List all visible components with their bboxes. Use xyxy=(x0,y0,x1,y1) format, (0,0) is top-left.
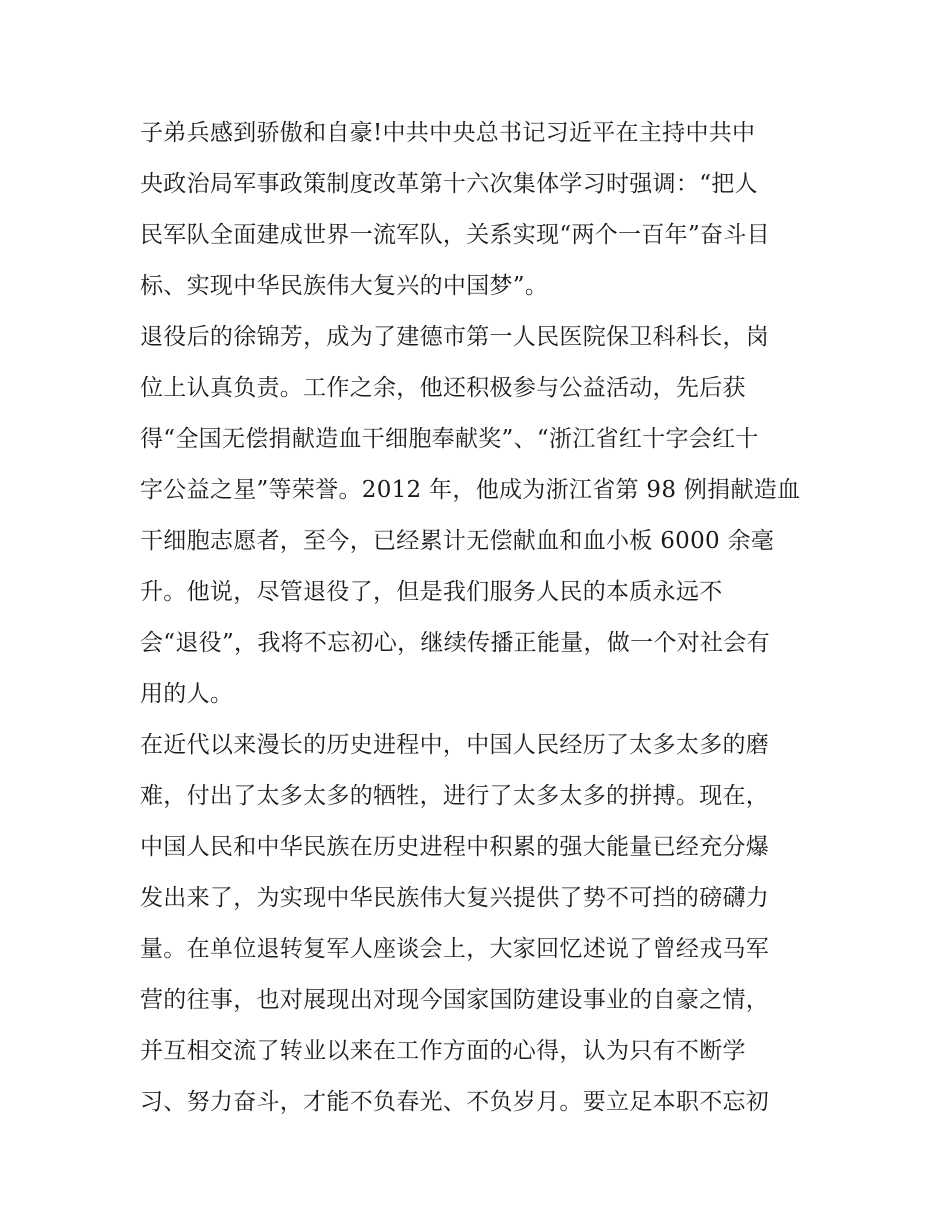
text-line: 难，付出了太多太多的牺牲，进行了太多太多的拼搏。现在， xyxy=(140,783,770,809)
text-line: 央政治局军事政策制度改革第十六次集体学习时强调：“把人 xyxy=(140,171,758,197)
text-line: 字公益之星”等荣誉。2012 年，他成为浙江省第 98 例捐献造血 xyxy=(140,477,801,503)
document-body xyxy=(140,108,820,1128)
text-line: 并互相交流了转业以来在工作方面的心得，认为只有不断学 xyxy=(140,1038,746,1064)
text-line: 子弟兵感到骄傲和自豪!中共中央总书记习近平在主持中共中 xyxy=(140,120,756,146)
text-line: 营的往事，也对展现出对现今国家国防建设事业的自豪之情， xyxy=(140,987,770,1013)
text-line: 民军队全面建成世界一流军队，关系实现“两个一百年”奋斗目 xyxy=(140,222,770,248)
text-line: 用的人。 xyxy=(140,681,234,707)
text-line: 退役后的徐锦芳，成为了建德市第一人民医院保卫科科长，岗 xyxy=(140,324,770,350)
text-line: 位上认真负责。工作之余，他还积极参与公益活动，先后获 xyxy=(140,375,746,401)
text-line: 量。在单位退转复军人座谈会上，大家回忆述说了曾经戎马军 xyxy=(140,936,770,962)
text-line: 得“全国无偿捐献造血干细胞奉献奖”、“浙江省红十字会红十 xyxy=(140,426,759,452)
text-line: 干细胞志愿者，至今，已经累计无偿献血和血小板 6000 余毫 xyxy=(140,528,775,554)
text-line: 习、努力奋斗，才能不负春光、不负岁月。要立足本职不忘初 xyxy=(140,1089,770,1115)
text-line: 升。他说，尽管退役了，但是我们服务人民的本质永远不 xyxy=(140,579,723,605)
text-line: 发出来了，为实现中华民族伟大复兴提供了势不可挡的磅礴力 xyxy=(140,885,770,911)
text-line: 在近代以来漫长的历史进程中，中国人民经历了太多太多的磨 xyxy=(140,732,770,758)
text-line: 会“退役”，我将不忘初心，继续传播正能量，做一个对社会有 xyxy=(140,630,770,656)
text-line: 中国人民和中华民族在历史进程中积累的强大能量已经充分爆 xyxy=(140,834,770,860)
text-line: 标、实现中华民族伟大复兴的中国梦”。 xyxy=(140,273,549,299)
